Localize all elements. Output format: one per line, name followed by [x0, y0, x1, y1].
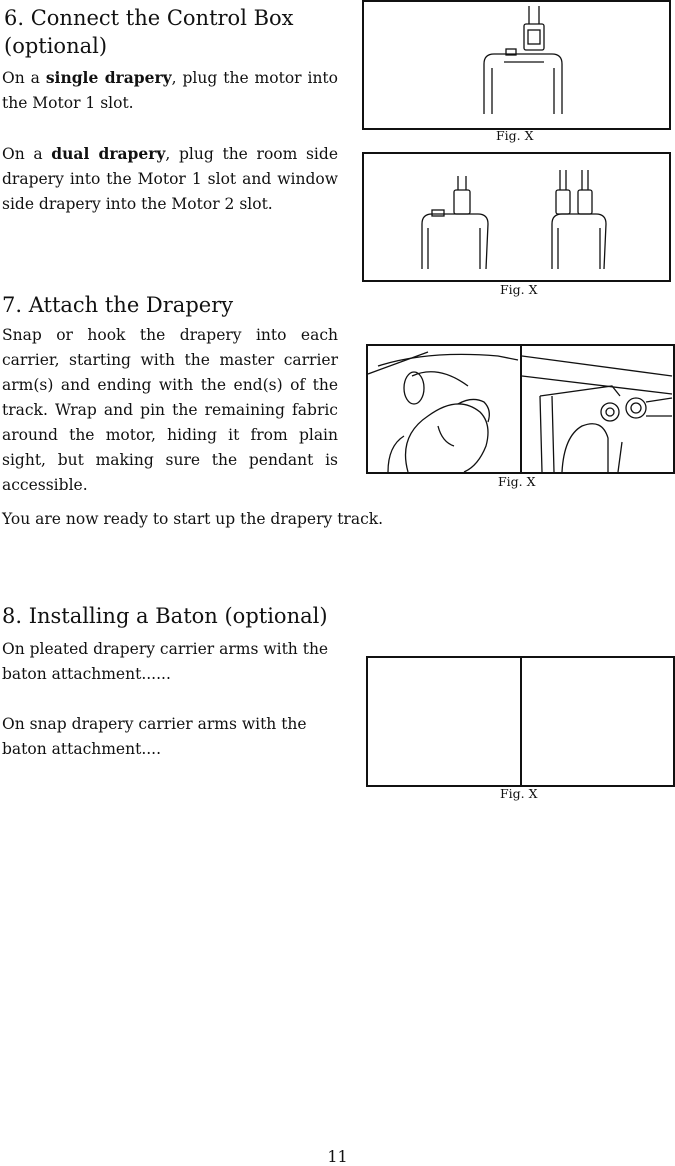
figure-single-caption: Fig. X — [496, 128, 534, 143]
figure-baton-caption: Fig. X — [500, 786, 538, 801]
section-6-heading-line2: (optional) — [4, 34, 108, 58]
section-6-heading — [4, 4, 344, 60]
ready-text: You are now ready to start up the drapery track. — [2, 510, 384, 528]
section-6-heading-line1: 6. Connect the Control Box — [4, 6, 294, 30]
section-7-heading: 7. Attach the Drapery — [2, 293, 234, 317]
figure-attach-left-panel — [366, 344, 522, 474]
figure-attach-drapery — [366, 344, 675, 474]
carrier-closeup-illustration — [522, 346, 673, 472]
hand-hooking-carrier-illustration — [368, 346, 520, 472]
attach-drapery-paragraph: Snap or hook the drapery into each carrier, starting with the master carrier arm(s) and ending with the end(s) of the track. Wrap and pin the remaining fabric around the motor, hiding it from plain sight, but making sure the pendant is accessible. — [2, 326, 338, 494]
figure-dual-drapery — [362, 152, 671, 282]
figure-attach-caption: Fig. X — [498, 474, 536, 489]
pleated-baton-paragraph: On pleated drapery carrier arms with the baton attachment...... — [2, 640, 329, 683]
single-drapery-paragraph — [2, 65, 338, 116]
figure-baton — [366, 656, 675, 787]
page-number: 11 — [327, 1147, 348, 1166]
single-drapery-rest: , plug the motor into the Motor 1 slot. — [2, 69, 338, 112]
figure-dual-caption: Fig. X — [500, 282, 538, 297]
control-box-single-plug-illustration — [364, 2, 669, 128]
dual-drapery-prefix: On a — [2, 145, 43, 163]
figure-baton-left-panel — [366, 656, 522, 787]
dual-drapery-paragraph — [2, 141, 338, 217]
control-box-dual-plug-illustration — [364, 154, 669, 280]
dual-drapery-bold: dual drapery — [51, 144, 166, 163]
figure-single-drapery — [362, 0, 671, 130]
single-drapery-bold: single drapery — [45, 68, 172, 87]
figure-baton-right-panel — [520, 656, 675, 787]
dual-drapery-rest: , plug the room side drapery into the Motor 1 slot and window side drapery into the Motor 2 slot. — [2, 145, 338, 213]
single-drapery-prefix: On a — [2, 69, 40, 87]
section-8-heading: 8. Installing a Baton (optional) — [2, 604, 328, 628]
figure-attach-right-panel — [520, 344, 675, 474]
snap-baton-paragraph: On snap drapery carrier arms with the baton attachment.... — [2, 715, 307, 758]
